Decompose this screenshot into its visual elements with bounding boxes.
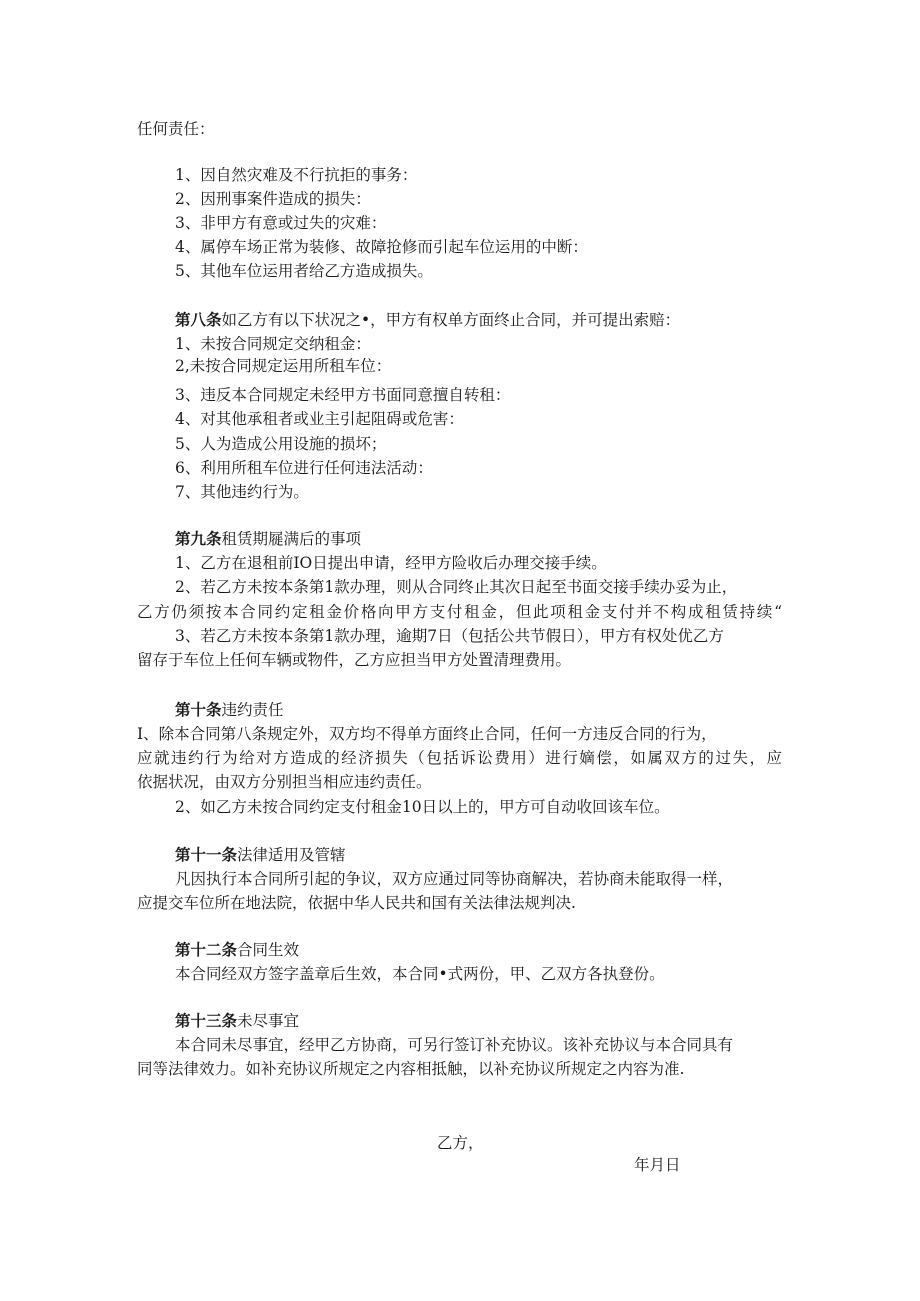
exemption-item-1: 1、因自然灾难及不行抗拒的事务： [175, 166, 418, 184]
article-8-text: 如乙方有以下状况之•，甲方有权单方面终止合同，并可提出索赔： [221, 311, 681, 329]
article-10-line-3: 依据状况，由双方分别担当相应违约责任。 [137, 773, 432, 791]
article-12-line-1: 本合同经双方签字盖章后生效，本合同•式两份，甲、乙双方各执登份。 [175, 965, 665, 983]
article-8-item-6: 6、利用所租车位进行任何违法活动： [175, 459, 433, 477]
article-9-title: 第九条 [175, 530, 222, 548]
article-12-heading [175, 940, 299, 960]
article-8-item-3: 3、违反本合同规定未经甲方书面同意擅自转租： [175, 386, 511, 404]
article-11-text: 法律适用及管辖 [237, 846, 346, 864]
exemption-item-4: 4、属停车场正常为装修、故障抢修而引起车位运用的中断： [175, 238, 588, 256]
article-12-title: 第十二条 [175, 941, 238, 959]
article-8-item-1: 1、未按合同规定交纳租金： [175, 335, 371, 353]
article-13-line-2: 同等法律效力。如补充协议所规定之内容相抵触，以补充协议所规定之内容为准. [137, 1060, 685, 1078]
party-b-signature-label: 乙方， [437, 1134, 484, 1152]
exemption-item-2: 2、因刑事案件造成的损失： [175, 190, 371, 208]
article-9-line-3: 乙方仍须按本合同约定租金价格向甲方支付租金，但此项租金支付并不构成租赁持续“ [137, 603, 782, 621]
article-10-text: 违约责任 [221, 701, 284, 719]
article-10-heading [175, 700, 284, 720]
article-9-heading [175, 529, 361, 549]
article-13-heading [175, 1011, 299, 1031]
article-8-title: 第八条 [175, 311, 222, 329]
article-8-item-2: 2,未按合同规定运用所租车位： [175, 357, 392, 375]
article-11-title: 第十一条 [175, 846, 238, 864]
article-11-line-2: 应提交车位所在地法院，依据中华人民共和国有关法律法规判决. [137, 894, 576, 912]
exemption-item-3: 3、非甲方有意或过失的灾难： [175, 214, 387, 232]
article-11-line-1: 凡因执行本合同所引起的争议，双方应通过同等协商解决，若协商未能取得一样， [175, 870, 734, 888]
article-10-line-4: 2、如乙方未按合同约定支付租金10日以上的，甲方可自动收回该车位。 [175, 798, 670, 816]
article-8-item-7: 7、其他违约行为。 [175, 483, 309, 501]
article-9-line-2: 2、若乙方未按本条第1款办理，则从合同终止其次日起至书面交接手续办妥为止， [175, 578, 738, 596]
exemption-item-5: 5、其他车位运用者给乙方造成损失。 [175, 262, 433, 280]
article-9-text: 租赁期屣满后的事项 [221, 530, 362, 548]
article-13-text: 未尽事宜 [237, 1012, 300, 1030]
article-9-line-4: 3、若乙方未按本条第1款办理，逾期7日（包括公共节假日），甲方有权处优乙方 [175, 627, 724, 645]
article-10-line-2: 应就违约行为给对方造成的经济损失（包括诉讼费用）进行嫡偿，如属双方的过失，应 [137, 749, 782, 767]
article-11-heading [175, 845, 346, 865]
article-13-line-1: 本合同未尽事宜，经甲乙方协商，可另行签订补充协议。该补充协议与本合同具有 [175, 1036, 734, 1054]
article-9-line-5: 留存于车位上任何车辆或物件，乙方应担当甲方处置清理费用。 [137, 651, 572, 669]
signature-date-label: 年月日 [634, 1156, 681, 1174]
article-8-heading [175, 310, 680, 330]
article-8-item-4: 4、对其他承租者或业主引起阻碍或危害： [175, 410, 464, 428]
article-10-title: 第十条 [175, 701, 222, 719]
article-13-title: 第十三条 [175, 1012, 238, 1030]
intro-text: 任何责任： [137, 120, 215, 138]
article-8-item-5: 5、人为造成公用设施的损坏； [175, 435, 387, 453]
article-9-line-1: 1、乙方在退租前IO日提出申请，经甲方险收后办理交接手续。 [175, 554, 607, 572]
article-10-line-1: I、除本合同第八条规定外，双方均不得单方面终止合同，任何一方违反合同的行为， [137, 725, 717, 743]
article-12-text: 合同生效 [237, 941, 300, 959]
